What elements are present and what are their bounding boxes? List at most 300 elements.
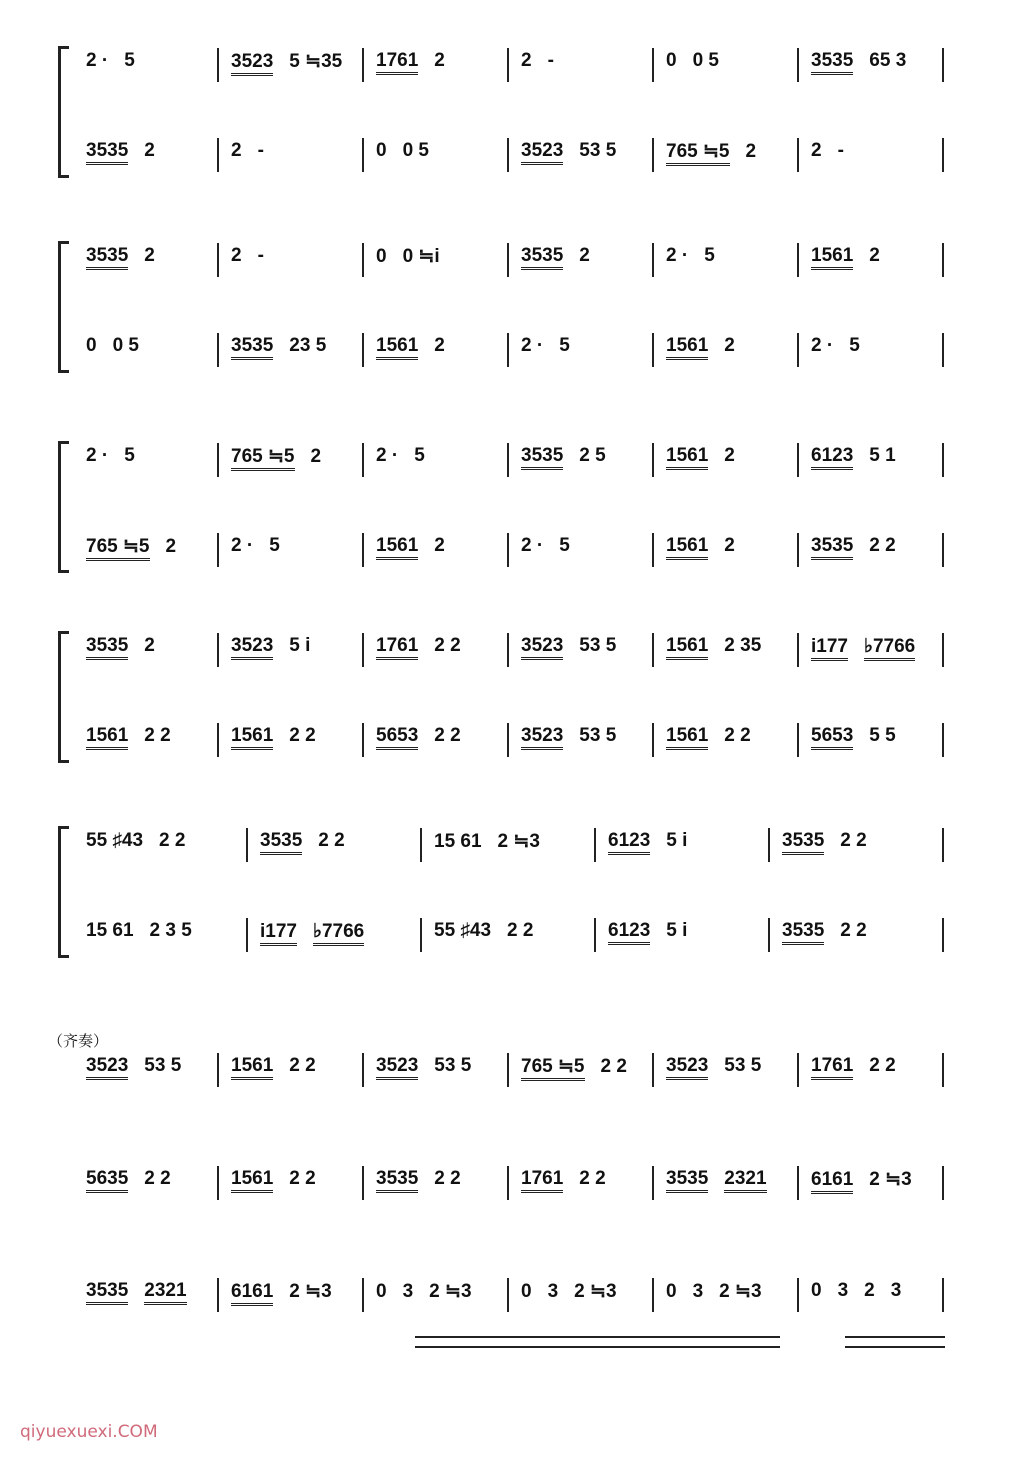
note-group: 2 2 <box>434 725 461 746</box>
measure <box>231 50 358 90</box>
note-group: - <box>257 140 264 161</box>
note-group: 2 2 <box>434 635 461 656</box>
measure <box>376 725 477 765</box>
staff-row <box>70 1055 1014 1095</box>
barline <box>652 243 654 277</box>
note-group: 1761 <box>811 1055 853 1080</box>
note-group: 53 5 <box>579 635 617 656</box>
measure <box>434 920 549 960</box>
note-group: 6161 <box>231 1281 273 1306</box>
measure <box>376 535 461 575</box>
measure <box>666 50 735 90</box>
measure <box>86 1055 197 1095</box>
note-group: 0 <box>666 50 677 71</box>
note-group: 2 · <box>86 50 109 71</box>
staff-row <box>70 445 1014 485</box>
note-group: 3535 <box>86 1280 128 1305</box>
measure <box>811 50 922 90</box>
note-group: 3523 <box>376 1055 418 1080</box>
measure <box>521 140 632 180</box>
barline <box>942 533 944 567</box>
barline <box>768 828 770 862</box>
note-group: 3535 <box>86 635 128 660</box>
note-group: 0 5 <box>402 140 429 161</box>
barline <box>507 138 509 172</box>
note-group: 53 5 <box>434 1055 472 1076</box>
measure <box>86 1280 203 1320</box>
watermark: qiyuexuexi.COM <box>20 1422 158 1442</box>
measure <box>666 140 772 180</box>
barline <box>217 633 219 667</box>
measure <box>231 1055 332 1095</box>
barline <box>362 138 364 172</box>
note-group: 3523 <box>521 140 563 165</box>
system-brace <box>58 241 69 373</box>
note-group: 1561 <box>666 535 708 560</box>
note-group: 2 2 <box>507 920 534 941</box>
note-group: 53 5 <box>144 1055 182 1076</box>
hairpin-line <box>845 1336 945 1338</box>
measure <box>86 335 155 375</box>
measure <box>86 725 187 765</box>
note-group: 1561 <box>666 725 708 750</box>
note-group: 2 · <box>231 535 254 556</box>
staff-row <box>70 535 1014 575</box>
note-group: 1561 <box>376 535 418 560</box>
barline <box>797 443 799 477</box>
note-group: 1561 <box>666 335 708 360</box>
measure <box>231 635 326 675</box>
note-group: 3 <box>402 1281 414 1302</box>
measure <box>231 725 332 765</box>
note-group: 1561 <box>811 245 853 270</box>
barline <box>362 1278 364 1312</box>
note-group: 2 2 <box>869 1055 896 1076</box>
barline <box>652 723 654 757</box>
measure <box>608 920 703 960</box>
barline <box>507 1166 509 1200</box>
measure <box>666 1280 778 1320</box>
note-group: 5 1 <box>869 445 896 466</box>
measure <box>86 635 171 675</box>
note-group: 53 5 <box>579 140 617 161</box>
note-group: 0 5 <box>692 50 719 71</box>
note-group: 2 2 <box>579 1168 606 1189</box>
note-group: 6123 <box>608 920 650 945</box>
measure <box>811 725 912 765</box>
note-group: 2 <box>745 141 757 162</box>
barline <box>507 723 509 757</box>
note-group: 2 ≒3 <box>289 1281 332 1302</box>
barline <box>507 633 509 667</box>
staff-row <box>70 725 1014 765</box>
barline <box>797 533 799 567</box>
staff-row <box>70 635 1014 675</box>
note-group: 53 5 <box>579 725 617 746</box>
note-group: 2 <box>144 245 155 266</box>
barline <box>797 1278 799 1312</box>
barline <box>797 1166 799 1200</box>
barline <box>507 533 509 567</box>
measure <box>521 535 586 575</box>
note-group: 1761 <box>376 50 418 75</box>
note-group: 2 <box>434 50 445 71</box>
measure <box>811 635 931 675</box>
note-group: 2 <box>864 1280 875 1301</box>
staff-row <box>70 1168 1014 1208</box>
note-group: 15 61 <box>434 831 482 852</box>
note-group: 3535 <box>811 535 853 560</box>
note-group: 2 2 <box>289 1168 316 1189</box>
note-group: 2321 <box>724 1168 766 1193</box>
measure <box>376 50 461 90</box>
measure <box>231 140 280 180</box>
barline <box>942 1166 944 1200</box>
note-group: 2 2 <box>144 1168 171 1189</box>
measure <box>811 1055 912 1095</box>
note-group: 0 5 <box>112 335 139 356</box>
measure <box>521 635 632 675</box>
note-group: 5 i <box>289 635 311 656</box>
note-group: 765 ≒5 <box>86 536 150 561</box>
note-group: 1561 <box>231 1055 273 1080</box>
barline <box>797 138 799 172</box>
measure <box>782 920 883 960</box>
note-group: 0 ≒i <box>402 246 440 267</box>
barline <box>652 333 654 367</box>
note-group: 5 i <box>666 830 688 851</box>
note-group: 2 ≒3 <box>574 1281 617 1302</box>
barline <box>362 633 364 667</box>
hairpin-line <box>415 1346 780 1348</box>
note-group: 2 <box>724 335 735 356</box>
measure <box>376 140 445 180</box>
barline <box>217 138 219 172</box>
note-group: 2 · <box>521 535 544 556</box>
note-group: 1561 <box>86 725 128 750</box>
note-group: 2321 <box>144 1280 186 1305</box>
note-group: 5 i <box>666 920 688 941</box>
measure <box>376 635 477 675</box>
note-group: 0 <box>521 1281 532 1302</box>
measure <box>86 920 208 960</box>
note-group: 1561 <box>666 635 708 660</box>
note-group: 2 2 <box>840 830 867 851</box>
note-group: 2 ≒3 <box>497 831 540 852</box>
note-group: 1761 <box>521 1168 563 1193</box>
measure <box>376 1280 488 1320</box>
barline <box>942 443 944 477</box>
measure <box>666 535 751 575</box>
note-group: 0 <box>376 1281 387 1302</box>
note-group: 3 <box>692 1281 704 1302</box>
measure <box>811 1168 928 1208</box>
barline <box>507 443 509 477</box>
measure <box>521 1280 633 1320</box>
measure <box>86 1168 187 1208</box>
note-group: 2 <box>144 140 155 161</box>
barline <box>942 918 944 952</box>
note-group: 3523 <box>231 51 273 76</box>
note-group: 2 <box>811 140 822 161</box>
note-group: 2 · <box>521 335 544 356</box>
note-group: 3523 <box>521 725 563 750</box>
barline <box>420 828 422 862</box>
note-group: - <box>257 245 264 266</box>
note-group: 0 <box>376 140 387 161</box>
note-group: 1561 <box>231 1168 273 1193</box>
note-group: 5 ≒35 <box>289 51 343 72</box>
measure <box>811 1280 917 1320</box>
measure <box>521 245 606 285</box>
note-group: 2 ≒3 <box>869 1169 912 1190</box>
note-group: 2 2 <box>840 920 867 941</box>
note-group: 2 2 <box>600 1056 627 1077</box>
note-group: 3535 <box>260 830 302 855</box>
barline <box>652 48 654 82</box>
barline <box>362 243 364 277</box>
barline <box>246 918 248 952</box>
barline <box>797 48 799 82</box>
note-group: 5 <box>269 535 280 556</box>
note-group: 2 · <box>666 245 689 266</box>
measure <box>782 830 883 870</box>
note-group: 55 ♯43 <box>86 830 144 851</box>
barline <box>652 1166 654 1200</box>
measure <box>86 535 192 575</box>
note-group: 2 <box>310 446 322 467</box>
hairpin-line <box>845 1346 945 1348</box>
measure <box>434 830 556 870</box>
system-brace <box>58 826 69 958</box>
barline <box>507 1053 509 1087</box>
note-group: 2 2 <box>289 725 316 746</box>
measure <box>521 725 632 765</box>
measure <box>608 830 703 870</box>
barline <box>362 443 364 477</box>
measure <box>666 245 731 285</box>
note-group: 2 <box>579 245 590 266</box>
note-group: 5 <box>559 335 570 356</box>
measure <box>811 445 912 485</box>
note-group: 5 <box>849 335 860 356</box>
barline <box>420 918 422 952</box>
note-group: 2 5 <box>579 445 606 466</box>
measure <box>231 335 342 375</box>
section-label: （齐奏） <box>48 1033 109 1050</box>
note-group: 5 <box>124 445 135 466</box>
barline <box>942 1278 944 1312</box>
barline <box>652 1053 654 1087</box>
note-group: 1561 <box>376 335 418 360</box>
measure <box>811 335 876 375</box>
barline <box>942 333 944 367</box>
note-group: 2 <box>869 245 880 266</box>
measure <box>260 830 361 870</box>
note-group: 2 2 <box>289 1055 316 1076</box>
note-group: 2 <box>231 140 242 161</box>
staff-row <box>70 50 1014 90</box>
measure <box>86 50 151 90</box>
note-group: 3535 <box>811 50 853 75</box>
measure <box>811 245 896 285</box>
note-group: 3535 <box>231 335 273 360</box>
measure <box>86 140 171 180</box>
measure <box>376 335 461 375</box>
note-group: 2 2 <box>159 830 186 851</box>
barline <box>217 1053 219 1087</box>
measure <box>231 1168 332 1208</box>
note-group: 0 <box>811 1280 822 1301</box>
note-group: 3535 <box>86 245 128 270</box>
note-group: - <box>547 50 554 71</box>
measure <box>521 335 586 375</box>
barline <box>594 828 596 862</box>
note-group: 5653 <box>376 725 418 750</box>
note-group: 3535 <box>666 1168 708 1193</box>
measure <box>666 635 777 675</box>
note-group: 2 <box>724 535 735 556</box>
measure <box>666 445 751 485</box>
barline <box>507 1278 509 1312</box>
barline <box>652 443 654 477</box>
note-group: 2 2 <box>318 830 345 851</box>
measure <box>666 335 751 375</box>
barline <box>217 1166 219 1200</box>
note-group: 5 <box>414 445 425 466</box>
measure <box>376 1055 487 1095</box>
note-group: 15 61 <box>86 920 134 941</box>
barline <box>362 1053 364 1087</box>
note-group: 55 ♯43 <box>434 920 492 941</box>
system-brace <box>58 441 69 573</box>
note-group: 65 3 <box>869 50 907 71</box>
barline <box>217 48 219 82</box>
note-group: 2 2 <box>869 535 896 556</box>
barline <box>797 333 799 367</box>
measure <box>231 445 337 485</box>
note-group: 2 <box>144 635 155 656</box>
note-group: 3535 <box>782 830 824 855</box>
measure <box>811 140 860 180</box>
note-group: 53 5 <box>724 1055 762 1076</box>
barline <box>217 723 219 757</box>
measure <box>86 245 171 285</box>
note-group: 2 · <box>86 445 109 466</box>
note-group: 0 <box>666 1281 677 1302</box>
system-brace <box>58 631 69 763</box>
barline <box>942 243 944 277</box>
staff-row <box>70 140 1014 180</box>
note-group: 3 <box>547 1281 559 1302</box>
barline <box>362 723 364 757</box>
barline <box>217 333 219 367</box>
measure <box>666 725 767 765</box>
barline <box>942 723 944 757</box>
measure <box>231 535 296 575</box>
barline <box>942 138 944 172</box>
note-group: 2 2 <box>434 1168 461 1189</box>
measure <box>231 1280 348 1320</box>
measure <box>376 445 441 485</box>
barline <box>507 243 509 277</box>
note-group: 3 <box>890 1280 902 1301</box>
note-group: ♭7766 <box>864 636 915 661</box>
staff-row <box>70 830 1014 870</box>
barline <box>797 723 799 757</box>
note-group: 2 2 <box>144 725 171 746</box>
measure <box>521 445 622 485</box>
note-group: 3523 <box>231 635 273 660</box>
note-group: 2 · <box>811 335 834 356</box>
note-group: 5 5 <box>869 725 896 746</box>
note-group: 2 <box>521 50 532 71</box>
note-group: 3523 <box>86 1055 128 1080</box>
measure <box>811 535 912 575</box>
note-group: 2 2 <box>724 725 751 746</box>
note-group: 1561 <box>231 725 273 750</box>
barline <box>507 333 509 367</box>
measure <box>86 830 201 870</box>
note-group: 2 <box>434 535 445 556</box>
measure <box>666 1168 783 1208</box>
note-group: 3535 <box>376 1168 418 1193</box>
note-group: 2 35 <box>724 635 762 656</box>
measure <box>521 1055 643 1095</box>
barline <box>942 828 944 862</box>
barline <box>768 918 770 952</box>
measure <box>86 445 151 485</box>
note-group: 2 · <box>376 445 399 466</box>
note-group: 3 <box>837 1280 849 1301</box>
barline <box>942 48 944 82</box>
note-group: 3535 <box>782 920 824 945</box>
hairpin-line <box>415 1336 780 1338</box>
barline <box>217 533 219 567</box>
note-group: 5653 <box>811 725 853 750</box>
barline <box>362 1166 364 1200</box>
note-group: i177 <box>811 636 848 661</box>
note-group: 5 <box>704 245 715 266</box>
barline <box>652 1278 654 1312</box>
barline <box>594 918 596 952</box>
note-group: 2 <box>434 335 445 356</box>
measure <box>260 920 380 960</box>
measure <box>376 1168 477 1208</box>
note-group: 3535 <box>521 245 563 270</box>
barline <box>362 333 364 367</box>
note-group: 2 <box>165 536 177 557</box>
note-group: 5635 <box>86 1168 128 1193</box>
staff-row <box>70 920 1014 960</box>
note-group: 6123 <box>608 830 650 855</box>
measure <box>521 50 570 90</box>
note-group: 765 ≒5 <box>666 141 730 166</box>
barline <box>797 633 799 667</box>
staff-row <box>70 1280 1014 1320</box>
barline <box>362 48 364 82</box>
system-brace <box>58 46 69 178</box>
note-group: 3523 <box>666 1055 708 1080</box>
staff-row <box>70 335 1014 375</box>
note-group: 2 <box>231 245 242 266</box>
barline <box>217 1278 219 1312</box>
barline <box>652 533 654 567</box>
note-group: - <box>837 140 844 161</box>
measure <box>521 1168 622 1208</box>
note-group: 3535 <box>86 140 128 165</box>
barline <box>652 633 654 667</box>
